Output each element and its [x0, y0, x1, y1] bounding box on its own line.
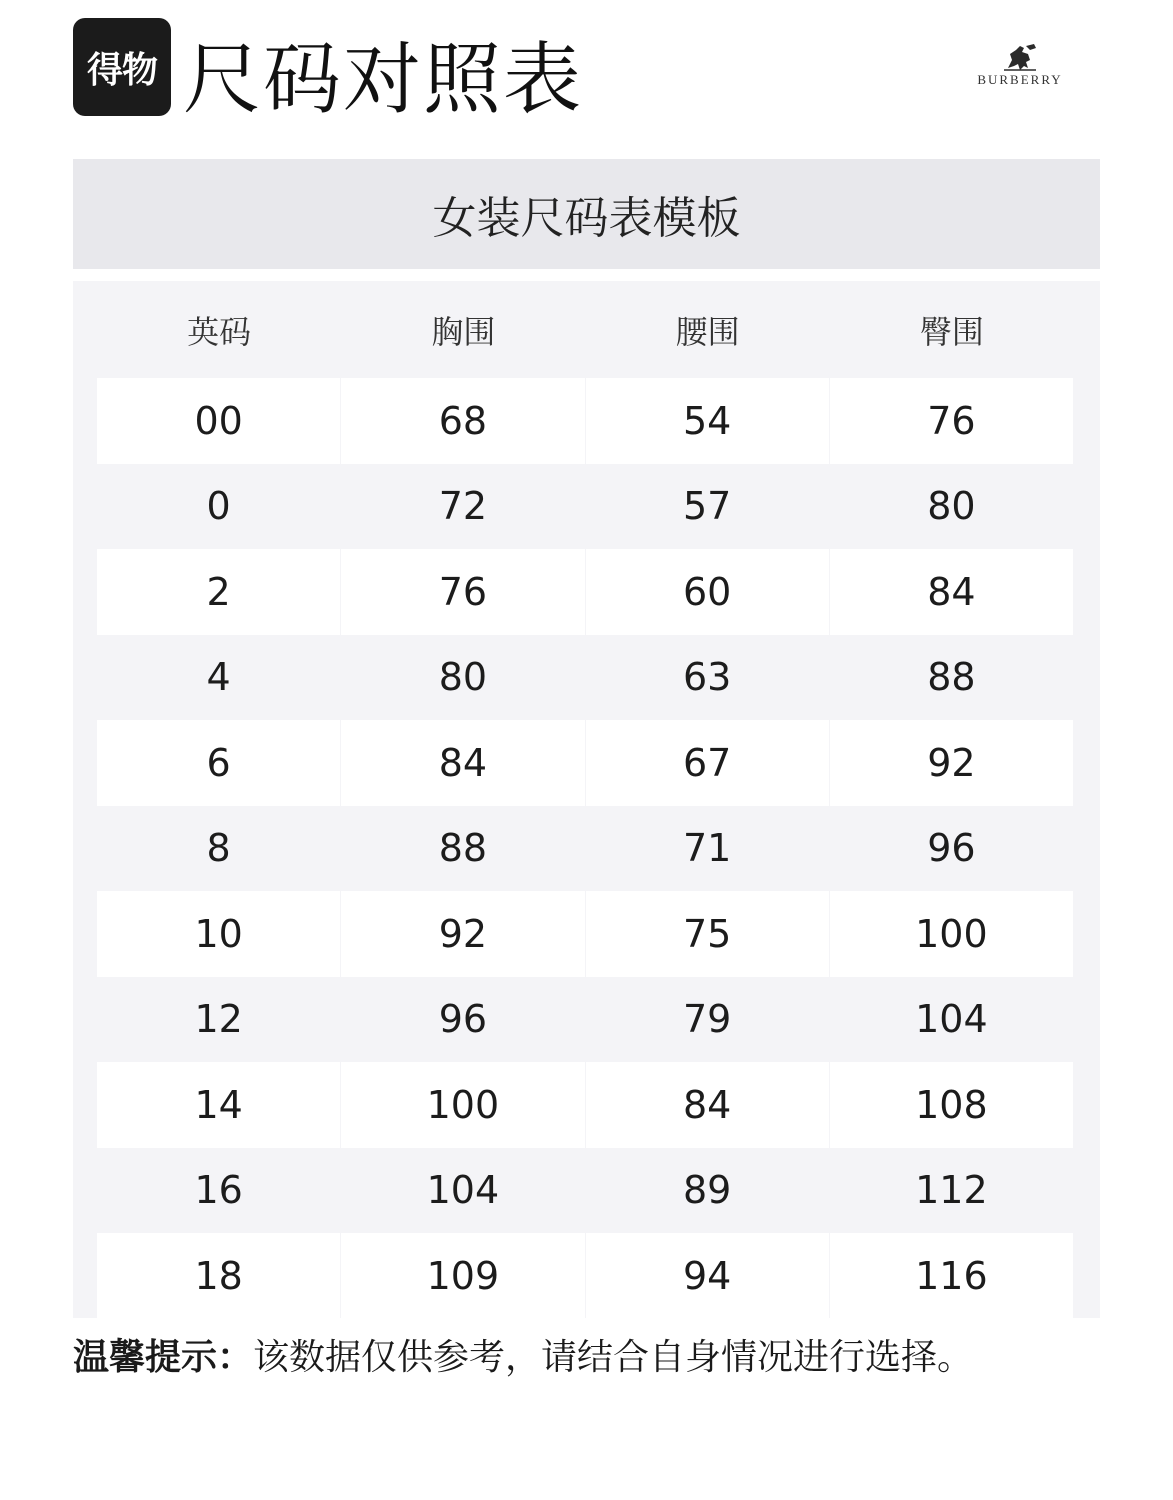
table-row: [97, 891, 1074, 977]
size-table-title-text: 女装尺码表模板: [432, 193, 741, 244]
table-cell: 94: [586, 1233, 829, 1319]
table-cell: 96: [341, 977, 584, 1063]
knight-icon: [1000, 42, 1040, 74]
size-table: [73, 281, 1100, 1318]
table-cell: 108: [830, 1062, 1073, 1148]
table-row: [97, 1062, 1074, 1148]
table-cell: 100: [341, 1062, 584, 1148]
table-cell: 00: [97, 378, 340, 464]
table-row: [97, 1148, 1074, 1234]
page-title: 尺码对照表: [183, 35, 584, 125]
table-cell: 84: [586, 1062, 829, 1148]
table-cell: 104: [341, 1148, 584, 1234]
table-cell: 75: [586, 891, 829, 977]
table-row: [97, 806, 1074, 892]
table-cell: 84: [830, 549, 1073, 635]
column-header-bust: 胸围: [431, 312, 496, 351]
table-cell: 92: [830, 720, 1073, 806]
table-cell: 0: [97, 464, 340, 550]
table-cell: 16: [97, 1148, 340, 1234]
table-cell: 92: [341, 891, 584, 977]
table-cell: 4: [97, 635, 340, 721]
table-row: [97, 378, 1074, 464]
table-row: [97, 1233, 1074, 1319]
table-cell: 76: [341, 549, 584, 635]
column-header-hip: 臀围: [919, 312, 984, 351]
table-cell: 71: [586, 806, 829, 892]
table-cell: 100: [830, 891, 1073, 977]
table-row: [97, 720, 1074, 806]
table-cell: 18: [97, 1233, 340, 1319]
table-cell: 60: [586, 549, 829, 635]
table-cell: 84: [341, 720, 584, 806]
table-cell: 57: [586, 464, 829, 550]
table-cell: 96: [830, 806, 1073, 892]
table-cell: 80: [830, 464, 1073, 550]
table-cell: 79: [586, 977, 829, 1063]
table-cell: 72: [341, 464, 584, 550]
table-row: [97, 464, 1074, 550]
table-row: [97, 977, 1074, 1063]
table-cell: 88: [341, 806, 584, 892]
brand-logo: [955, 42, 1085, 88]
tip-note: [73, 1330, 1113, 1386]
table-cell: 116: [830, 1233, 1073, 1319]
tip-label: 温馨提示：: [73, 1337, 254, 1378]
table-cell: 63: [586, 635, 829, 721]
table-cell: 6: [97, 720, 340, 806]
size-table-title: [73, 159, 1100, 269]
column-header-size: 英码: [187, 312, 252, 351]
table-cell: 67: [586, 720, 829, 806]
table-cell: 88: [830, 635, 1073, 721]
table-header-row: [97, 281, 1074, 378]
app-logo: [73, 18, 171, 116]
table-cell: 12: [97, 977, 340, 1063]
table-cell: 54: [586, 378, 829, 464]
table-cell: 89: [586, 1148, 829, 1234]
table-cell: 2: [97, 549, 340, 635]
tip-text: 该数据仅供参考，请结合自身情况进行选择。: [253, 1337, 974, 1378]
table-row: [97, 635, 1074, 721]
table-cell: 104: [830, 977, 1073, 1063]
table-cell: 109: [341, 1233, 584, 1319]
app-logo-text: 得物: [86, 49, 157, 91]
column-header-waist: 腰围: [675, 312, 740, 351]
table-cell: 68: [341, 378, 584, 464]
table-row: [97, 549, 1074, 635]
table-cell: 8: [97, 806, 340, 892]
table-cell: 112: [830, 1148, 1073, 1234]
table-cell: 14: [97, 1062, 340, 1148]
table-body: [97, 378, 1074, 1319]
table-cell: 76: [830, 378, 1073, 464]
table-cell: 10: [97, 891, 340, 977]
table-cell: 80: [341, 635, 584, 721]
brand-wordmark: BURBERRY: [977, 72, 1063, 87]
